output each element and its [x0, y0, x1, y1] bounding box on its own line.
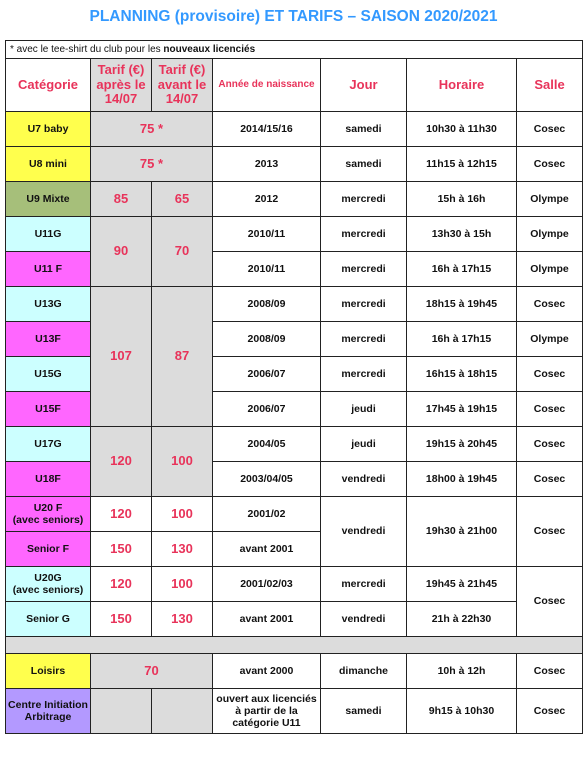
category-cell: U20 F (avec seniors) [6, 497, 91, 532]
tarif-avant-cell: 130 [152, 532, 213, 567]
table-row [6, 654, 583, 689]
category-cell: U20G (avec seniors) [6, 567, 91, 602]
horaire-cell: 19h45 à 21h45 [407, 567, 517, 602]
jour-cell: samedi [321, 147, 407, 182]
header-tarif-apres: Tarif (€) après le 14/07 [91, 59, 152, 112]
header-annee: Année de naissance [213, 59, 321, 112]
horaire-cell: 21h à 22h30 [407, 602, 517, 637]
salle-cell: Cosec [517, 689, 583, 734]
salle-cell: Cosec [517, 567, 583, 637]
annee-cell: 2003/04/05 [213, 462, 321, 497]
table-row [6, 112, 583, 147]
horaire-cell: 19h30 à 21h00 [407, 497, 517, 567]
horaire-cell: 10h30 à 11h30 [407, 112, 517, 147]
tarif-apres-cell: 150 [91, 602, 152, 637]
jour-cell: samedi [321, 689, 407, 734]
salle-cell: Cosec [517, 112, 583, 147]
horaire-cell: 18h00 à 19h45 [407, 462, 517, 497]
jour-cell: mercredi [321, 217, 407, 252]
category-cell: U11 F [6, 252, 91, 287]
horaire-cell: 19h15 à 20h45 [407, 427, 517, 462]
table-row [6, 689, 583, 734]
tarif-avant-cell: 130 [152, 602, 213, 637]
tarif-avant-cell: 100 [152, 497, 213, 532]
tarif-apres-cell: 85 [91, 182, 152, 217]
category-cell: U11G [6, 217, 91, 252]
horaire-cell: 18h15 à 19h45 [407, 287, 517, 322]
tarif-avant-cell: 70 [152, 217, 213, 287]
jour-cell: mercredi [321, 567, 407, 602]
horaire-cell: 16h15 à 18h15 [407, 357, 517, 392]
category-cell: U15F [6, 392, 91, 427]
annee-cell: 2012 [213, 182, 321, 217]
table-row [6, 147, 583, 182]
annee-cell: 2010/11 [213, 252, 321, 287]
separator-row [6, 637, 583, 654]
category-cell: U13F [6, 322, 91, 357]
salle-cell: Cosec [517, 392, 583, 427]
header-horaire: Horaire [407, 59, 517, 112]
tarif-cell: 70 [91, 654, 213, 689]
page-title: PLANNING (provisoire) ET TARIFS – SAISON 2020/2021 [89, 8, 498, 25]
category-cell: U15G [6, 357, 91, 392]
horaire-cell: 9h15 à 10h30 [407, 689, 517, 734]
tarif-cell: 75 * [91, 112, 213, 147]
annee-cell: 2001/02 [213, 497, 321, 532]
salle-cell: Cosec [517, 497, 583, 567]
table-row [6, 602, 583, 637]
tarif-cell: 75 * [91, 147, 213, 182]
tarif-avant-cell: 100 [152, 427, 213, 497]
table-row [6, 217, 583, 252]
tarif-avant-cell: 65 [152, 182, 213, 217]
annee-cell: 2008/09 [213, 322, 321, 357]
jour-cell: mercredi [321, 357, 407, 392]
header-salle: Salle [517, 59, 583, 112]
jour-cell: jeudi [321, 427, 407, 462]
horaire-cell: 16h à 17h15 [407, 322, 517, 357]
salle-cell: Cosec [517, 654, 583, 689]
jour-cell: vendredi [321, 602, 407, 637]
annee-cell: 2014/15/16 [213, 112, 321, 147]
planning-table [5, 40, 583, 734]
header-categorie: Catégorie [6, 59, 91, 112]
annee-cell: 2008/09 [213, 287, 321, 322]
table-row [6, 182, 583, 217]
annee-cell: 2001/02/03 [213, 567, 321, 602]
tarif-apres-cell [91, 689, 152, 734]
tarif-avant-cell: 100 [152, 567, 213, 602]
salle-cell: Cosec [517, 147, 583, 182]
salle-cell: Cosec [517, 427, 583, 462]
category-cell: Senior F [6, 532, 91, 567]
jour-cell: mercredi [321, 287, 407, 322]
category-cell: U7 baby [6, 112, 91, 147]
category-cell: U13G [6, 287, 91, 322]
salle-cell: Cosec [517, 462, 583, 497]
jour-cell: vendredi [321, 462, 407, 497]
table-row [6, 287, 583, 322]
horaire-cell: 17h45 à 19h15 [407, 392, 517, 427]
tarif-apres-cell: 150 [91, 532, 152, 567]
salle-cell: Cosec [517, 287, 583, 322]
header-jour: Jour [321, 59, 407, 112]
jour-cell: jeudi [321, 392, 407, 427]
tarif-apres-cell: 120 [91, 427, 152, 497]
annee-cell: 2010/11 [213, 217, 321, 252]
horaire-cell: 11h15 à 12h15 [407, 147, 517, 182]
table-row [6, 497, 583, 532]
jour-cell: samedi [321, 112, 407, 147]
annee-cell: avant 2001 [213, 602, 321, 637]
jour-cell: mercredi [321, 182, 407, 217]
category-cell: Centre Initiation Arbitrage [6, 689, 91, 734]
tarif-avant-cell [152, 689, 213, 734]
table-row [6, 427, 583, 462]
horaire-cell: 15h à 16h [407, 182, 517, 217]
salle-cell: Cosec [517, 357, 583, 392]
tarif-apres-cell: 90 [91, 217, 152, 287]
annee-cell: 2004/05 [213, 427, 321, 462]
horaire-cell: 13h30 à 15h [407, 217, 517, 252]
salle-cell: Olympe [517, 252, 583, 287]
jour-cell: vendredi [321, 497, 407, 567]
category-cell: U18F [6, 462, 91, 497]
horaire-cell: 10h à 12h [407, 654, 517, 689]
salle-cell: Olympe [517, 322, 583, 357]
jour-cell: mercredi [321, 322, 407, 357]
jour-cell: mercredi [321, 252, 407, 287]
category-cell: U9 Mixte [6, 182, 91, 217]
tee-shirt-note: * avec le tee-shirt du club pour les nouveaux licenciés [6, 41, 583, 59]
tarif-apres-cell: 120 [91, 567, 152, 602]
jour-cell: dimanche [321, 654, 407, 689]
annee-cell: 2006/07 [213, 392, 321, 427]
category-cell: U17G [6, 427, 91, 462]
annee-cell: ouvert aux licenciés à partir de la catégorie U11 [213, 689, 321, 734]
salle-cell: Olympe [517, 182, 583, 217]
tarif-apres-cell: 107 [91, 287, 152, 427]
annee-cell: avant 2000 [213, 654, 321, 689]
annee-cell: avant 2001 [213, 532, 321, 567]
annee-cell: 2006/07 [213, 357, 321, 392]
horaire-cell: 16h à 17h15 [407, 252, 517, 287]
category-cell: Senior G [6, 602, 91, 637]
annee-cell: 2013 [213, 147, 321, 182]
header-tarif-avant: Tarif (€) avant le 14/07 [152, 59, 213, 112]
tarif-apres-cell: 120 [91, 497, 152, 532]
salle-cell: Olympe [517, 217, 583, 252]
tarif-avant-cell: 87 [152, 287, 213, 427]
category-cell: U8 mini [6, 147, 91, 182]
table-row [6, 567, 583, 602]
category-cell: Loisirs [6, 654, 91, 689]
table-header [6, 59, 583, 112]
